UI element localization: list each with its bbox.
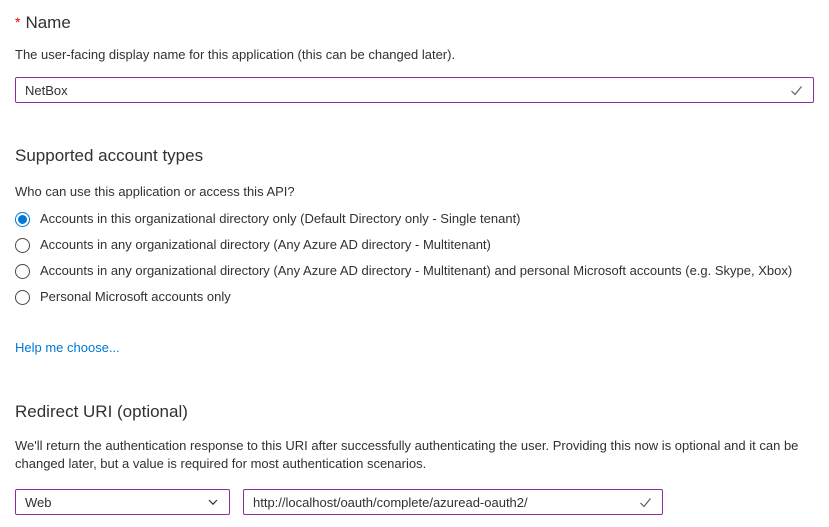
account-types-heading: Supported account types xyxy=(15,146,204,165)
checkmark-icon xyxy=(789,83,804,98)
account-types-radio-group xyxy=(15,211,814,305)
radio-option-label: Personal Microsoft accounts only xyxy=(40,289,231,304)
radio-button-icon[interactable] xyxy=(15,238,30,253)
redirect-uri-input[interactable] xyxy=(253,495,630,510)
name-field xyxy=(15,77,814,103)
name-description: The user-facing display name for this application (this can be changed later). xyxy=(15,47,456,62)
help-me-choose-link[interactable]: Help me choose... xyxy=(15,340,120,355)
app-registration-form xyxy=(0,11,829,527)
radio-option-single-tenant[interactable] xyxy=(15,211,814,227)
radio-option-label: Accounts in this organizational directory only (Default Directory only - Single tenant) xyxy=(40,211,521,226)
radio-button-selected-icon[interactable] xyxy=(15,212,30,227)
radio-option-multitenant[interactable] xyxy=(15,237,814,253)
chevron-down-icon xyxy=(206,495,220,509)
name-input[interactable] xyxy=(25,83,781,98)
redirect-uri-row xyxy=(15,489,814,515)
name-section-heading xyxy=(15,11,814,34)
required-asterisk: * xyxy=(15,14,21,30)
redirect-uri-heading: Redirect URI (optional) xyxy=(15,402,188,421)
radio-option-label: Accounts in any organizational directory (Any Azure AD directory - Multitenant) and personal Microsoft accounts (e.g. Skype, Xbox) xyxy=(40,263,793,278)
platform-select-value: Web xyxy=(25,494,52,510)
radio-button-icon[interactable] xyxy=(15,290,30,305)
radio-option-multitenant-personal[interactable] xyxy=(15,263,814,279)
redirect-uri-description: We'll return the authentication response to this URI after successfully authenticating the user. Providing this now is optional and it can be changed later, but a value is required for most authentication scenarios. xyxy=(15,438,799,471)
radio-button-icon[interactable] xyxy=(15,264,30,279)
platform-select[interactable] xyxy=(15,489,230,515)
name-heading-label: Name xyxy=(25,13,71,32)
account-types-question: Who can use this application or access this API? xyxy=(15,184,295,199)
radio-option-label: Accounts in any organizational directory (Any Azure AD directory - Multitenant) xyxy=(40,237,491,252)
radio-option-personal-only[interactable] xyxy=(15,289,814,305)
checkmark-icon xyxy=(638,495,653,510)
redirect-uri-field xyxy=(243,489,663,515)
